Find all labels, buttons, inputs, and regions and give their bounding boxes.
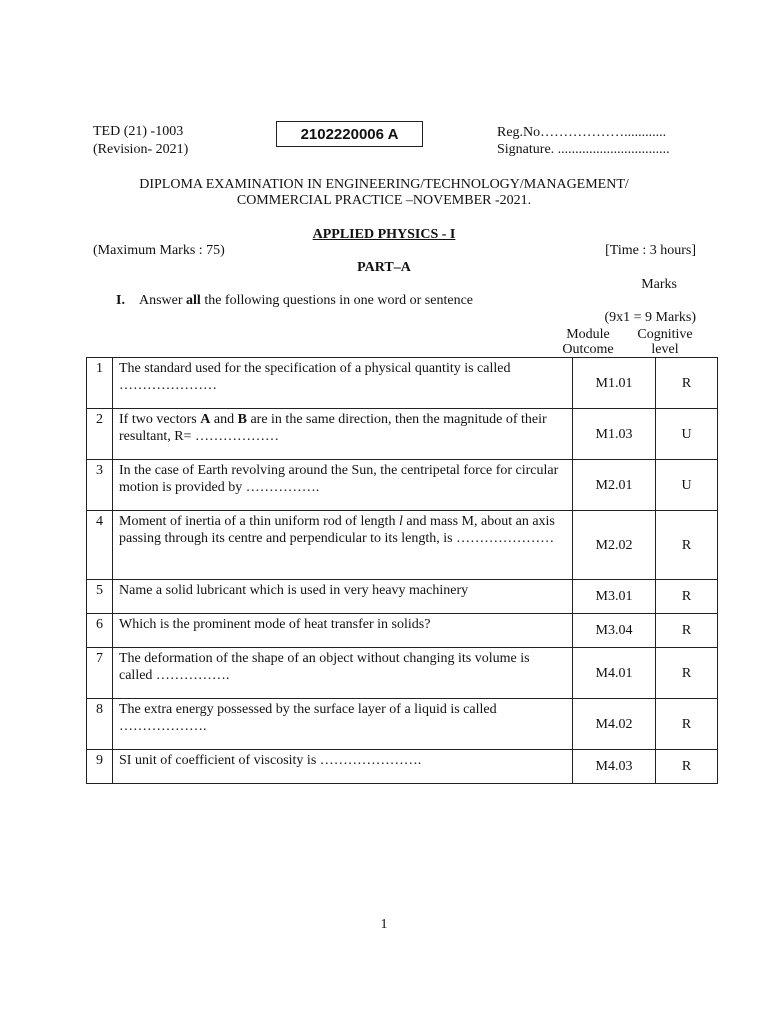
table-row bbox=[87, 648, 718, 699]
module-outcome: M2.01 bbox=[573, 460, 656, 511]
question-text: Which is the prominent mode of heat transfer in solids? bbox=[113, 614, 573, 648]
paper-code: TED (21) -1003 bbox=[93, 124, 184, 139]
part-heading: PART–A bbox=[357, 260, 411, 275]
page-number: 1 bbox=[380, 917, 388, 932]
table-row bbox=[87, 699, 718, 750]
section-number: I. bbox=[116, 293, 125, 308]
cognitive-level: R bbox=[656, 614, 718, 648]
module-outcome: M4.02 bbox=[573, 699, 656, 750]
exam-title-line2: COMMERCIAL PRACTICE –NOVEMBER -2021. bbox=[236, 193, 532, 208]
question-text: The extra energy possessed by the surface layer of a liquid is called ………………. bbox=[113, 699, 573, 750]
section-instruction: Answer all the following questions in one word or sentence bbox=[139, 293, 473, 308]
module-outcome: M1.03 bbox=[573, 409, 656, 460]
table-row bbox=[87, 511, 718, 580]
exam-title-line1: DIPLOMA EXAMINATION IN ENGINEERING/TECHNOLOGY/MANAGEMENT/ bbox=[139, 177, 629, 192]
question-text: The deformation of the shape of an object without changing its volume is called ……………. bbox=[113, 648, 573, 699]
question-number: 7 bbox=[87, 648, 113, 699]
question-text: SI unit of coefficient of viscosity is …………………. bbox=[113, 750, 573, 784]
question-number: 3 bbox=[87, 460, 113, 511]
questions-table bbox=[86, 357, 718, 784]
cognitive-level: R bbox=[656, 511, 718, 580]
exam-time: [Time : 3 hours] bbox=[605, 243, 696, 258]
module-outcome: M2.02 bbox=[573, 511, 656, 580]
paper-id-box: 2102220006 A bbox=[276, 121, 423, 147]
column-header-module-outcome: Module Outcome bbox=[562, 327, 614, 357]
question-text: If two vectors A and B are in the same direction, then the magnitude of their resultant, R= ……………… bbox=[113, 409, 573, 460]
table-row bbox=[87, 750, 718, 784]
cognitive-level: R bbox=[656, 699, 718, 750]
question-number: 6 bbox=[87, 614, 113, 648]
question-number: 5 bbox=[87, 580, 113, 614]
column-header-cognitive-level: Cognitive level bbox=[637, 327, 693, 357]
module-outcome: M4.03 bbox=[573, 750, 656, 784]
marks-label: Marks bbox=[641, 277, 677, 292]
question-text: In the case of Earth revolving around the Sun, the centripetal force for circular motion is provided by ……………. bbox=[113, 460, 573, 511]
table-row bbox=[87, 409, 718, 460]
revision: (Revision- 2021) bbox=[93, 142, 189, 157]
table-row bbox=[87, 358, 718, 409]
max-marks: (Maximum Marks : 75) bbox=[93, 243, 225, 258]
question-text: Moment of inertia of a thin uniform rod of length l and mass M, about an axis passing through its centre and perpendicular to its length, is ………………… bbox=[113, 511, 573, 580]
subject-title: APPLIED PHYSICS - I bbox=[312, 227, 456, 242]
question-text: The standard used for the specification of a physical quantity is called ………………… bbox=[113, 358, 573, 409]
marks-distribution: (9x1 = 9 Marks) bbox=[604, 310, 696, 325]
question-text: Name a solid lubricant which is used in very heavy machinery bbox=[113, 580, 573, 614]
module-outcome: M3.04 bbox=[573, 614, 656, 648]
signature-field: Signature. ................................ bbox=[497, 142, 670, 157]
question-number: 1 bbox=[87, 358, 113, 409]
table-row bbox=[87, 460, 718, 511]
cognitive-level: R bbox=[656, 358, 718, 409]
question-number: 2 bbox=[87, 409, 113, 460]
reg-no-field: Reg.No………………............ bbox=[497, 125, 667, 140]
module-outcome: M3.01 bbox=[573, 580, 656, 614]
cognitive-level: R bbox=[656, 648, 718, 699]
cognitive-level: R bbox=[656, 580, 718, 614]
cognitive-level: U bbox=[656, 409, 718, 460]
question-number: 4 bbox=[87, 511, 113, 580]
module-outcome: M1.01 bbox=[573, 358, 656, 409]
cognitive-level: R bbox=[656, 750, 718, 784]
table-row bbox=[87, 580, 718, 614]
question-number: 8 bbox=[87, 699, 113, 750]
question-number: 9 bbox=[87, 750, 113, 784]
module-outcome: M4.01 bbox=[573, 648, 656, 699]
cognitive-level: U bbox=[656, 460, 718, 511]
table-row bbox=[87, 614, 718, 648]
